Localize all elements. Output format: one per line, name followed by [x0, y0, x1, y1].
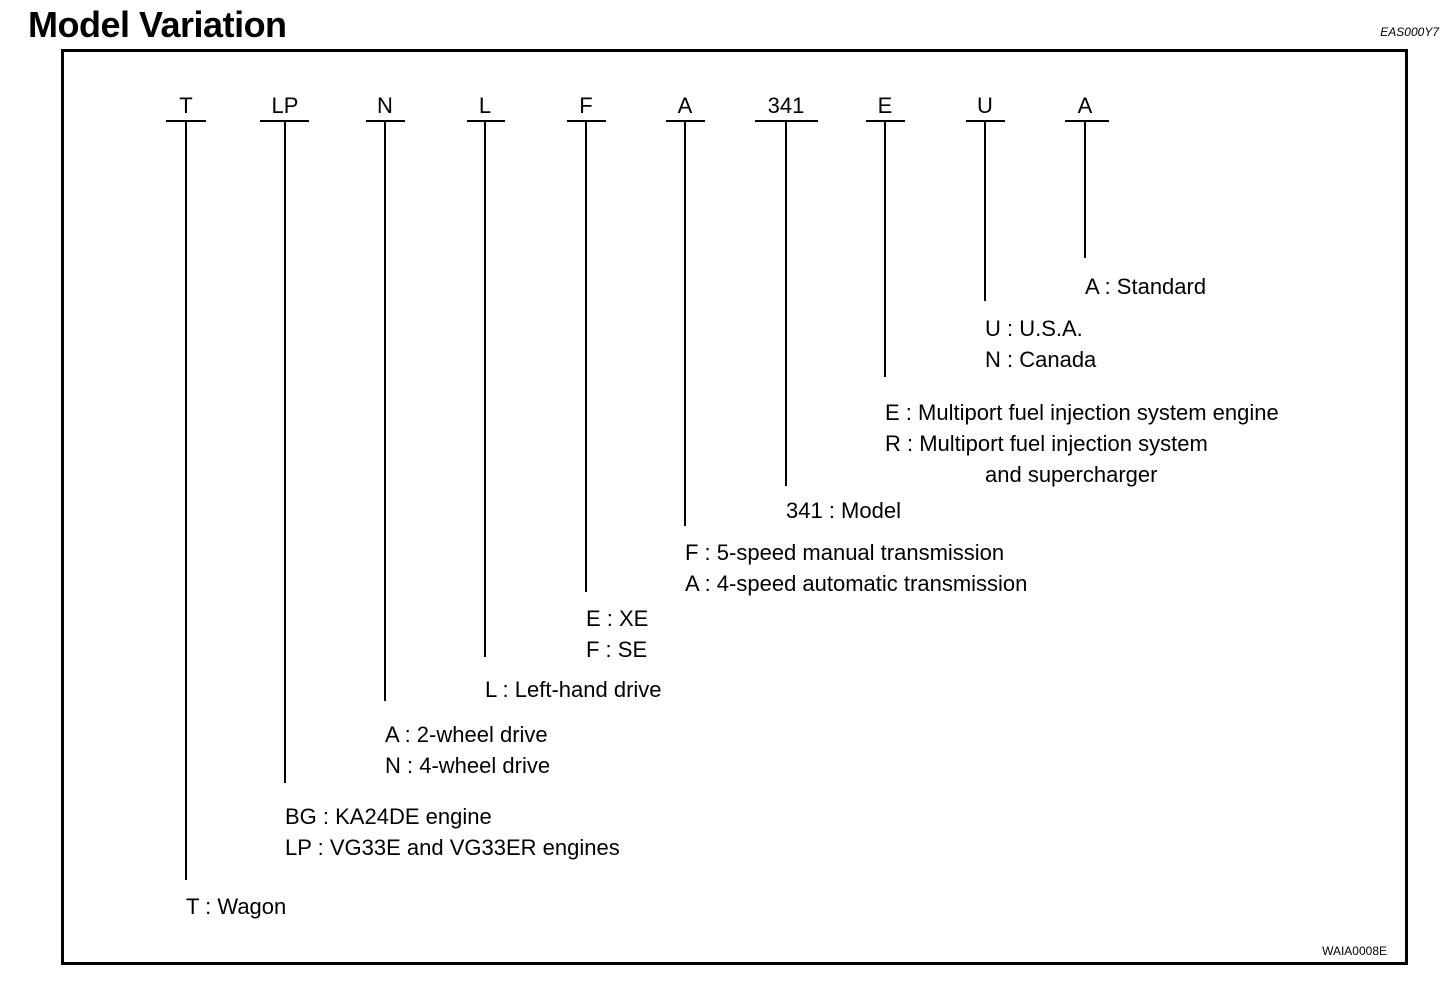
description-line: 341 : Model [786, 498, 901, 523]
code-char-engine-system: E [877, 93, 893, 118]
description-line: T : Wagon [186, 894, 287, 919]
description-model [786, 495, 901, 526]
description-line: F : SE [586, 637, 648, 662]
code-char-transmission: A [677, 93, 693, 118]
code-char-model: 341 [767, 93, 805, 118]
description-steering [485, 674, 662, 705]
page-title: Model Variation [28, 4, 287, 45]
leader-line [185, 121, 187, 880]
code-char-engine: LP [271, 93, 299, 118]
leader-line [884, 121, 886, 377]
description-grade [586, 603, 648, 665]
description-line: E : XE [586, 606, 649, 631]
description-line: A : Standard [1085, 274, 1207, 299]
description-line: LP : VG33E and VG33ER engines [285, 835, 620, 860]
description-drive [385, 719, 550, 781]
leader-line [284, 121, 286, 783]
code-char-steering: L [478, 93, 492, 118]
leader-line [684, 121, 686, 526]
diagram-frame [61, 49, 1408, 965]
code-char-grade: F [579, 93, 593, 118]
leader-line [785, 121, 787, 486]
code-char-body-type: T [179, 93, 193, 118]
leader-line [585, 121, 587, 592]
description-transmission [685, 537, 1027, 599]
code-underline [1065, 120, 1109, 122]
description-engine [285, 801, 620, 863]
description-line: E : Multiport fuel injection system engine [885, 400, 1279, 425]
description-line: F : 5-speed manual transmission [685, 540, 1005, 565]
code-char-drive: N [377, 93, 393, 118]
leader-line [484, 121, 486, 657]
code-char-specification: A [1077, 93, 1093, 118]
description-line: N : Canada [985, 347, 1097, 372]
code-char-destination: U [977, 93, 993, 118]
description-line: L : Left-hand drive [485, 677, 662, 702]
figure-code: WAIA0008E [1322, 944, 1387, 958]
leader-line [384, 121, 386, 701]
description-line: and supercharger [985, 462, 1158, 487]
description-line: R : Multiport fuel injection system [885, 431, 1208, 456]
description-line: N : 4-wheel drive [385, 753, 551, 778]
leader-line [1084, 121, 1086, 258]
description-line: U : U.S.A. [985, 316, 1083, 341]
description-line: BG : KA24DE engine [285, 804, 492, 829]
leader-line [984, 121, 986, 301]
description-line: A : 2-wheel drive [385, 722, 548, 747]
code-underline [467, 120, 505, 122]
description-specification [1085, 271, 1206, 302]
description-engine-system [885, 397, 1279, 490]
description-body-type [186, 891, 286, 922]
description-line: A : 4-speed automatic transmission [685, 571, 1028, 596]
description-destination [985, 313, 1096, 375]
document-code: EAS000Y7 [1380, 25, 1439, 39]
